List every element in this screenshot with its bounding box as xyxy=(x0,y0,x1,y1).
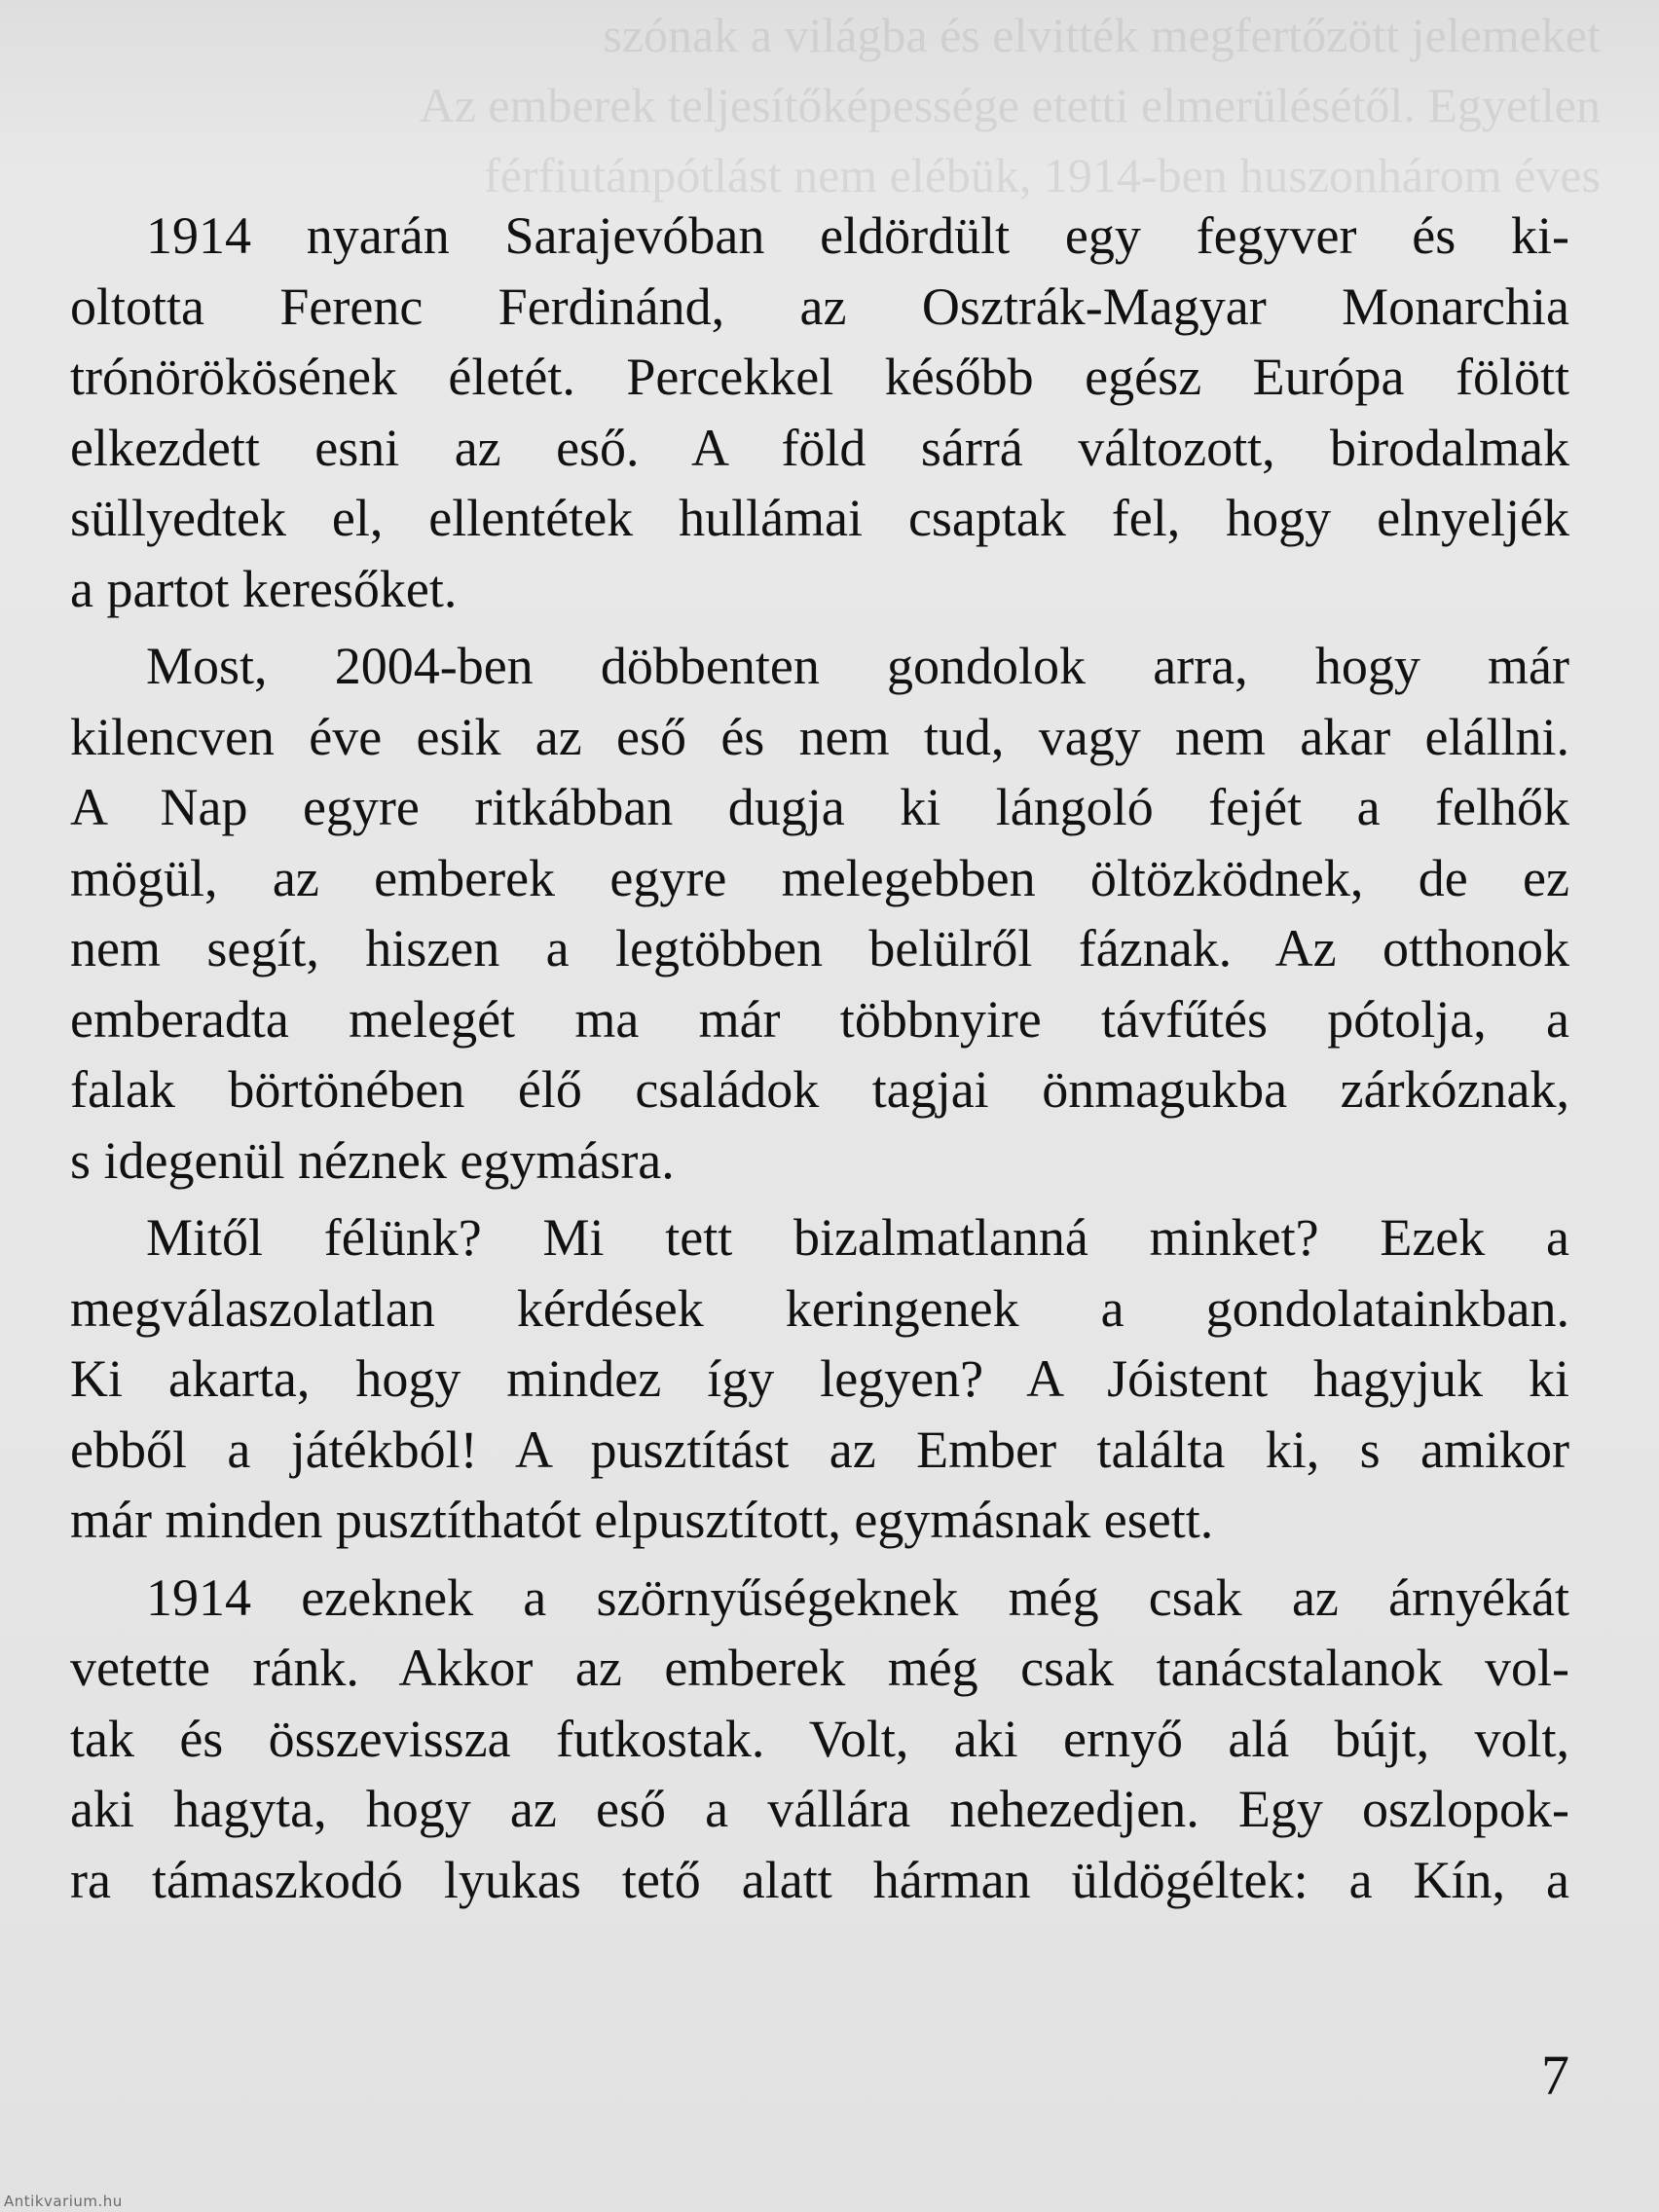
text-line: 1914 nyarán Sarajevóban eldördült egy fegyver és ki- xyxy=(146,206,1569,265)
text-line: a partot keresőket. xyxy=(70,559,458,618)
bleed-through-line: Az emberek teljesítőképessége etetti elmerülésétől. Egyetlen xyxy=(419,78,1601,132)
text-line: oltotta Ferenc Ferdinánd, az Osztrák-Magyar Monarchia xyxy=(70,276,1569,336)
watermark-logo: Antikvarium.hu xyxy=(4,2193,123,2210)
text-line: aki hagyta, hogy az eső a vállára nehezedjen. Egy oszlopok- xyxy=(70,1780,1569,1838)
text-line: 1914 ezeknek a szörnyűségeknek még csak az árnyékát xyxy=(146,1567,1569,1627)
text-line: elkezdett esni az eső. A föld sárrá változott, birodalmak xyxy=(70,418,1569,477)
bleed-through-text xyxy=(58,0,1601,210)
text-line: trónörökösének életét. Percekkel később egész Európa fölött xyxy=(70,348,1569,406)
bleed-through-line: szónak a világba és elvitték megfertőzött jelemeket xyxy=(603,8,1601,62)
text-line: nem segít, hiszen a legtöbben belülről fáznak. Az otthonok xyxy=(70,919,1569,977)
body-text xyxy=(70,201,1569,1922)
text-line: falak börtönében élő családok tagjai önmagukba zárkóznak, xyxy=(70,1060,1569,1119)
text-line: A Nap egyre ritkábban dugja ki lángoló fejét a felhők xyxy=(70,778,1569,836)
text-line: süllyedtek el, ellentétek hullámai csaptak fel, hogy elnyeljék xyxy=(70,489,1569,547)
text-line: már minden pusztíthatót elpusztított, egymásnak esett. xyxy=(70,1491,1214,1549)
text-line: ebből a játékból! A pusztítást az Ember találta ki, s amikor xyxy=(70,1419,1569,1479)
text-line: Mitől félünk? Mi tett bizalmatlanná minket? Ezek a xyxy=(146,1208,1569,1267)
page-number: 7 xyxy=(1541,2044,1569,2107)
text-line: kilencven éve esik az eső és nem tud, vagy nem akar elállni. xyxy=(70,707,1569,766)
text-line: Ki akarta, hogy mindez így legyen? A Jóistent hagyjuk ki xyxy=(70,1349,1569,1408)
text-line: s idegenül néznek egymásra. xyxy=(70,1130,675,1190)
paragraph xyxy=(70,201,1569,624)
bleed-through-line: férfiutánpótlást nem elébük, 1914-ben huszonhárom éves xyxy=(484,148,1601,203)
text-line: megválaszolatlan kérdések keringenek a gondolatainkban. xyxy=(70,1278,1569,1338)
text-line: emberadta melegét ma már többnyire távfűtés pótolja, a xyxy=(70,989,1569,1049)
paragraph xyxy=(70,1202,1569,1556)
text-line: ra támaszkodó lyukas tető alatt hárman üldögéltek: a Kín, a xyxy=(70,1850,1569,1909)
text-line: mögül, az emberek egyre melegebben öltözködnek, de ez xyxy=(70,848,1569,907)
paragraph xyxy=(70,1563,1569,1916)
paragraph xyxy=(70,631,1569,1196)
text-line: Most, 2004-ben döbbenten gondolok arra, hogy már xyxy=(146,637,1569,695)
text-line: vetette ránk. Akkor az emberek még csak tanácstalanok vol- xyxy=(70,1639,1569,1697)
text-line: tak és összevissza futkostak. Volt, aki ernyő alá bújt, volt, xyxy=(70,1709,1569,1768)
